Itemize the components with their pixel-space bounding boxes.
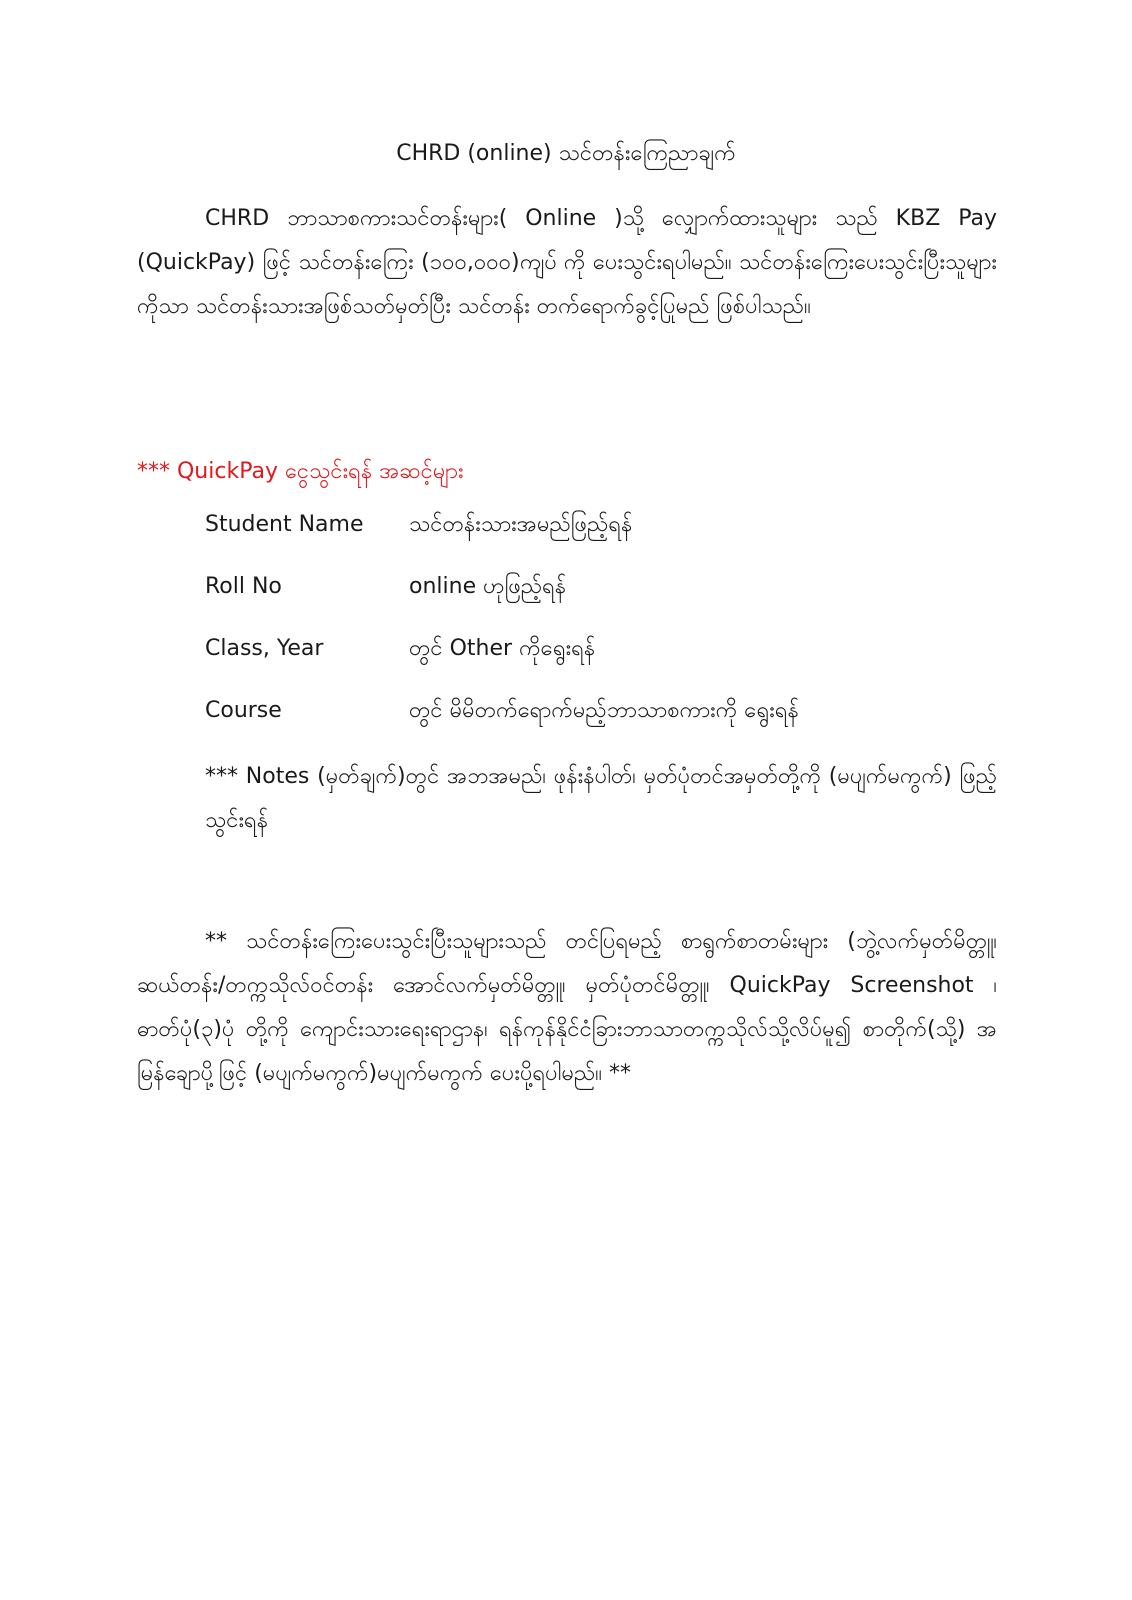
notes-paragraph: *** Notes (မှတ်ချက်)တွင် အဘအမည်၊ ဖုန်းနံပါတ်၊ မှတ်ပုံတင်အမှတ်တို့ကို (မပျက်မကွက်) ဖြည့်သွင်းရန် [205,764,997,833]
quickpay-steps-heading: *** QuickPay ငွေသွင်းရန် အဆင့်များ [137,459,464,484]
field-value: တွင် မိမိတက်ရောက်မည့်ဘာသာစကားကို ရွေးရန် [409,698,799,723]
field-label: Roll No [205,574,282,599]
document-title: CHRD (online) သင်တန်းကြေညာချက် [396,141,736,166]
field-label: Student Name [205,512,364,537]
field-label: Class, Year [205,636,324,661]
closing-text: ** သင်တန်းကြေးပေးသွင်းပြီးသူများသည် တင်ပြရမည့် စာရွက်စာတမ်းများ (ဘွဲ့လက်မှတ်မိတ္တူ၊ ဆယ်တန်း/တက္ကသိုလ်ဝင်တန်း အောင်လက်မှတ်မိတ္တူ၊ မှတ်ပုံတင်မိတ္တူ၊ QuickPay Screenshot ၊ ဓာတ်ပုံ(၃)ပုံ တို့ကို ကျောင်းသားရေးရာဌာန၊ ရန်ကုန်နိုင်ငံခြားဘာသာတက္ကသိုလ်သို့လိပ်မူ၍ စာတိုက်(သို့) အမြန်ချောပို့ဖြင့် (မပျက်မကွက်)မပျက်မကွက် ပေးပို့ရပါမည်။ ** [137,929,997,1086]
intro-text: CHRD ဘာသာစကားသင်တန်းများ( Online )သို့ လျှောက်ထားသူများ သည် KBZ Pay (QuickPay) ဖြင့် သင်တန်းကြေး (၁၀၀,၀၀၀)ကျပ် ကို ပေးသွင်းရပါမည်။ သင်တန်းကြေးပေးသွင်းပြီးသူများကိုသာ သင်တန်းသားအဖြစ်သတ်မှတ်ပြီး သင်တန်း တက်ရောက်ခွင့်ပြုမည် ဖြစ်ပါသည်။ [137,206,997,319]
field-value: online ဟုဖြည့်ရန် [409,574,567,599]
field-value: သင်တန်းသားအမည်ဖြည့်ရန် [409,512,633,537]
closing-paragraph [137,920,997,1096]
intro-paragraph [137,197,997,329]
field-value: တွင် Other ကိုရွေးရန် [409,636,596,661]
field-label: Course [205,698,282,723]
